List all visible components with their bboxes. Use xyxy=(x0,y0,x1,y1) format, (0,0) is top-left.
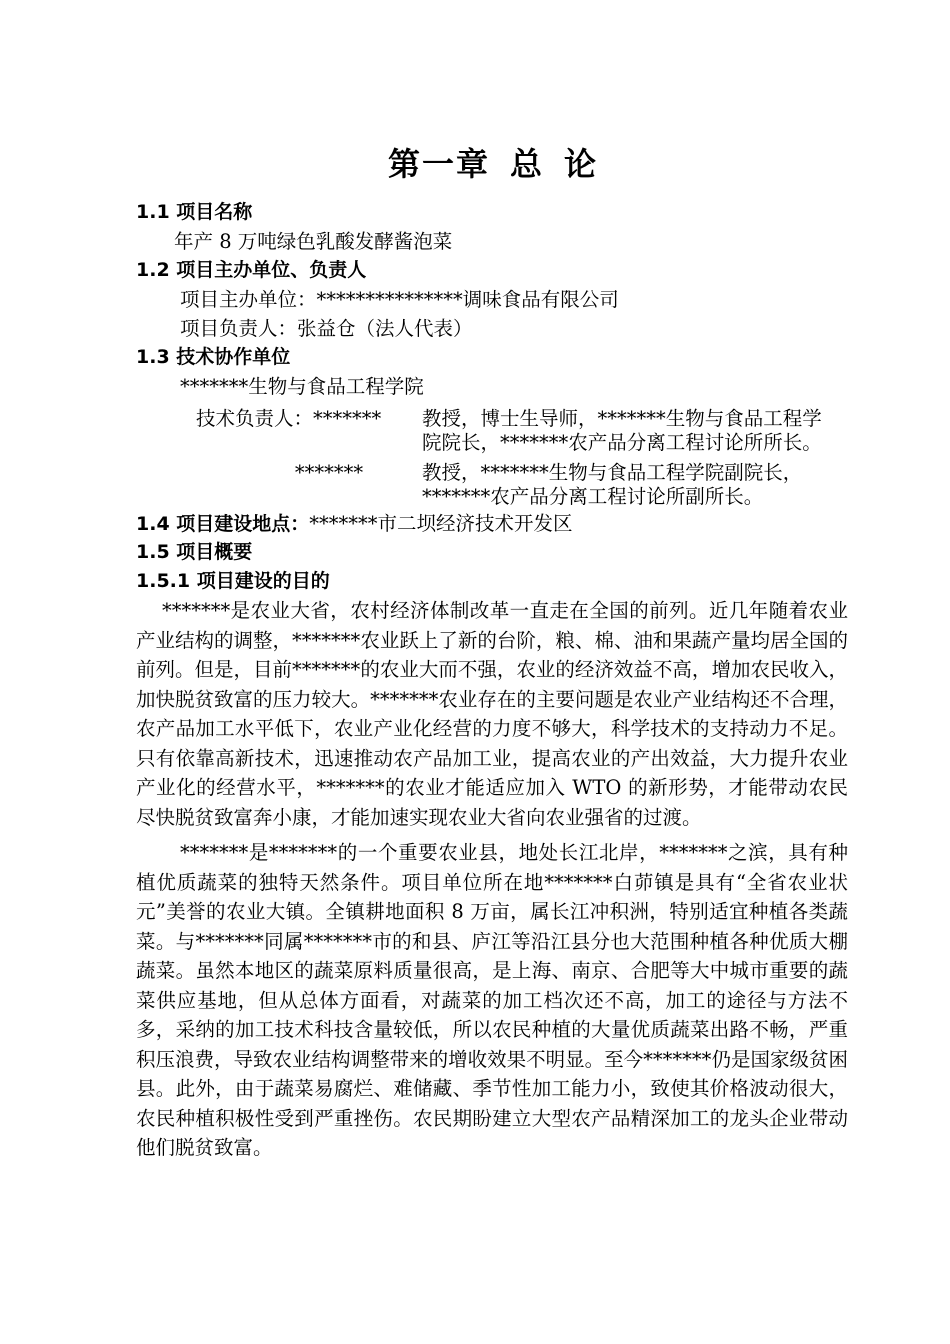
section-heading-1-3: 1.3 技术协作单位 xyxy=(136,346,291,368)
section-heading-1-4-label: 1.4 项目建设地点： xyxy=(136,513,310,535)
tech-staff-table xyxy=(196,407,836,509)
partner-unit: *******生物与食品工程学院 xyxy=(180,375,424,398)
construction-site: *******市二坝经济技术开发区 xyxy=(309,512,573,535)
section-heading-1-2: 1.2 项目主办单位、负责人 xyxy=(136,259,367,281)
section-heading-1-4 xyxy=(136,509,848,538)
section-heading-1-5-1: 1.5.1 项目建设的目的 xyxy=(136,570,330,592)
tech-staff-desc: 教授，博士生导师，*******生物与食品工程学院院长，*******农产品分离工程讨论所所长。 xyxy=(422,407,822,454)
tech-staff-row xyxy=(196,455,836,509)
tech-staff-label: 技术负责人：******* xyxy=(196,407,382,430)
tech-staff-row xyxy=(196,407,836,455)
sponsor-unit: 项目主办单位：***************调味食品有限公司 xyxy=(180,288,619,311)
project-leader: 项目负责人：张益仓（法人代表） xyxy=(180,317,473,340)
section-heading-1-1: 1.1 项目名称 xyxy=(136,201,253,223)
tech-staff-label: ******* xyxy=(294,461,364,484)
chapter-title-part: 总 xyxy=(509,145,544,183)
project-name: 年产 8 万吨绿色乳酸发酵酱泡菜 xyxy=(174,230,453,253)
chapter-title-part: 第一章 xyxy=(387,145,490,183)
chapter-title-part: 论 xyxy=(564,145,599,183)
tech-staff-desc: 教授，*******生物与食品工程学院副院长，*******农产品分离工程讨论所副所长。 xyxy=(422,461,803,508)
body-paragraph: *******是农业大省，农村经济体制改革一直走在全国的前列。近几年随着农业产业结构的调整，*******农业跃上了新的台阶，粮、棉、油和果蔬产量均居全国的前列。但是，目前*******的农业大而不强，农业的经济效益不高，增加农民收入，加快脱贫致富的压力较大。*******农业存在的主要问题是农业产业结构还不合理，农产品加工水平低下，农业产业化经营的力度不够大，科学技术的支持动力不足。只有依靠高新技术，迅速推动农产品加工业，提高农业的产出效益，大力提升农业产业化的经营水平，*******的农业才能适应加入 WTO 的新形势，才能带动农民尽快脱贫致富奔小康，才能加速实现农业大省向农业强省的过渡。 xyxy=(136,599,848,829)
chapter-title xyxy=(0,142,950,186)
document-body xyxy=(136,198,848,1163)
body-paragraph: *******是*******的一个重要农业县，地处长江北岸，*******之滨，具有种植优质蔬菜的独特天然条件。项目单位所在地*******白茆镇是具有“全省农业状元”美誉的农业大镇。全镇耕地面积 8 万亩，属长江冲积洲，特别适宜种植各类蔬菜。与*******同属*******市的和县、庐江等沿江县分也大范围种植各种优质大棚蔬菜。虽然本地区的蔬菜原料质量很高，是上海、南京、合肥等大中城市重要的蔬菜供应基地，但从总体方面看，对蔬菜的加工档次还不高，加工的途径与方法不多，采纳的加工技术科技含量较低，所以农民种植的大量优质蔬菜出路不畅，严重积压浪费，导致农业结构调整带来的增收效果不明显。至今*******仍是国家级贫困县。此外，由于蔬菜易腐烂、难储藏、季节性加工能力小，致使其价格波动很大，农民种植积极性受到严重挫伤。农民期盼建立大型农产品精深加工的龙头企业带动他们脱贫致富。 xyxy=(136,841,848,1159)
section-heading-1-5: 1.5 项目概要 xyxy=(136,541,253,563)
